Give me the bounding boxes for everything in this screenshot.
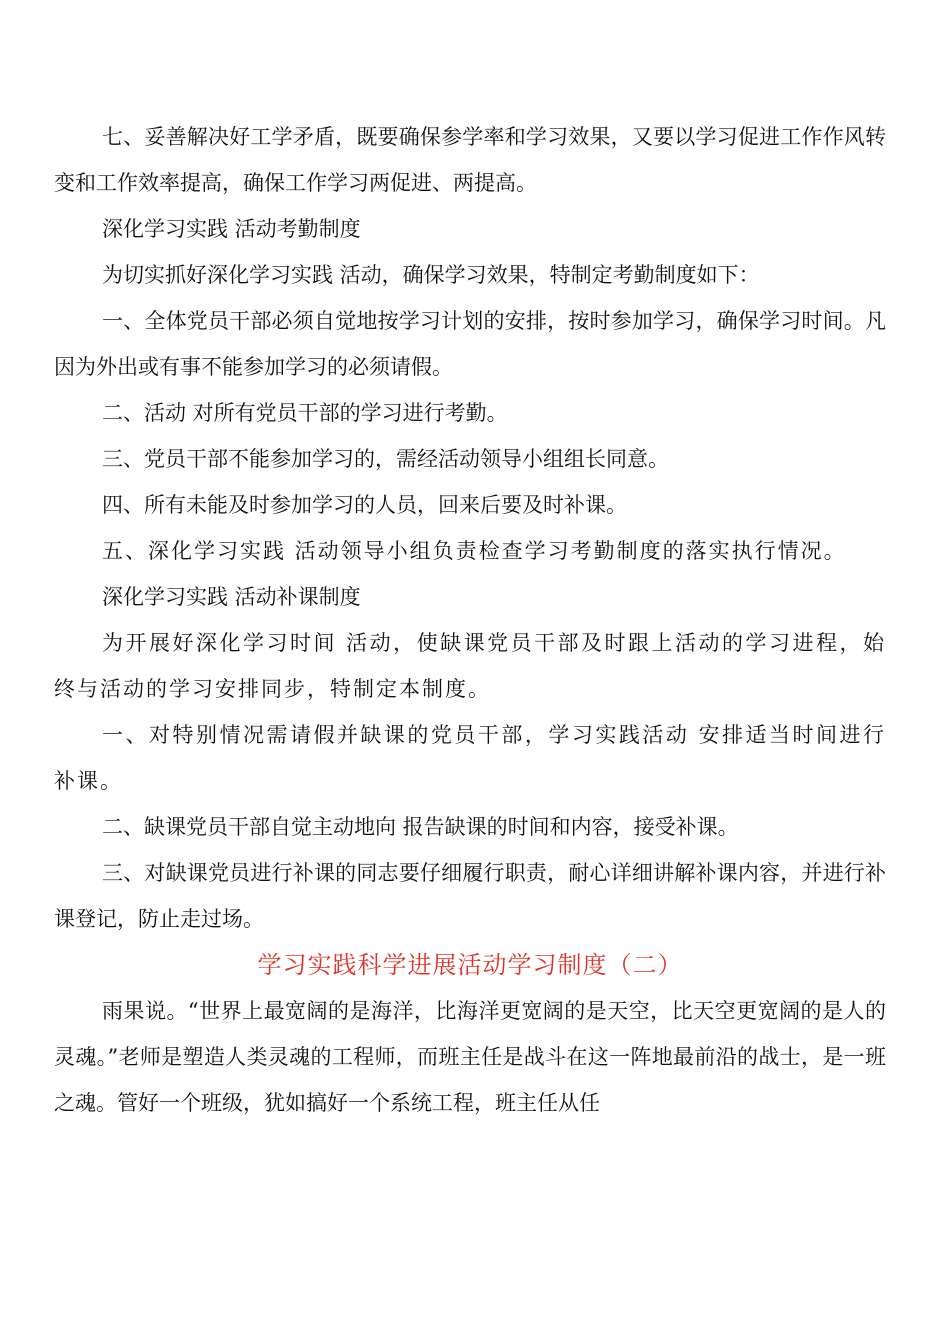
paragraph-hugo-quote: 雨果说。“世界上最宽阔的是海洋，比海洋更宽阔的是天空，比天空更宽阔的是人的灵魂。”老师是塑造人类灵魂的工程师，而班主任是战斗在这一阵地最前沿的战士，是一班之魂。管好一个班级，犹如搞好一个系统工程，班主任从任 <box>54 999 886 1115</box>
paragraph-attendance-1: 一、全体党员干部必须自觉地按学习计划的安排，按时参加学习，确保学习时间。凡因为外出或有事不能参加学习的必须请假。 <box>54 309 886 379</box>
paragraph-attendance-2: 二、活动 对所有党员干部的学习进行考勤。 <box>102 401 508 425</box>
paragraph-makeup-3: 三、对缺课党员进行补课的同志要仔细履行职责，耐心详细讲解补课内容，并进行补课登记，防止走过场。 <box>54 861 886 931</box>
paragraph-makeup-2: 二、缺课党员干部自觉主动地向 报告缺课的时间和内容，接受补课。 <box>102 815 739 839</box>
heading-makeup-system: 深化学习实践 活动补课制度 <box>102 585 361 609</box>
paragraph-attendance-intro: 为切实抓好深化学习实践 活动，确保学习效果，特制定考勤制度如下： <box>102 263 760 287</box>
document-body <box>54 114 886 1126</box>
paragraph-attendance-3: 三、党员干部不能参加学习的，需经活动领导小组组长同意。 <box>102 447 669 471</box>
paragraph-makeup-1: 一、对特别情况需请假并缺课的党员干部，学习实践活动 安排适当时间进行补课。 <box>54 723 886 793</box>
paragraph-attendance-5: 五、深化学习实践 活动领导小组负责检查学习考勤制度的落实执行情况。 <box>102 539 847 563</box>
paragraph-item-7: 七、妥善解决好工学矛盾，既要确保参学率和学习效果，又要以学习促进工作作风转变和工作效率提高，确保工作学习两促进、两提高。 <box>54 125 886 195</box>
paragraph-makeup-intro: 为开展好深化学习时间 活动，使缺课党员干部及时跟上活动的学习进程，始终与活动的学习安排同步，特制定本制度。 <box>54 631 886 701</box>
paragraph-attendance-4: 四、所有未能及时参加学习的人员，回来后要及时补课。 <box>102 493 627 517</box>
section-title: 学习实践科学进展活动学习制度（二） <box>257 951 683 979</box>
heading-attendance-system: 深化学习实践 活动考勤制度 <box>102 217 361 241</box>
